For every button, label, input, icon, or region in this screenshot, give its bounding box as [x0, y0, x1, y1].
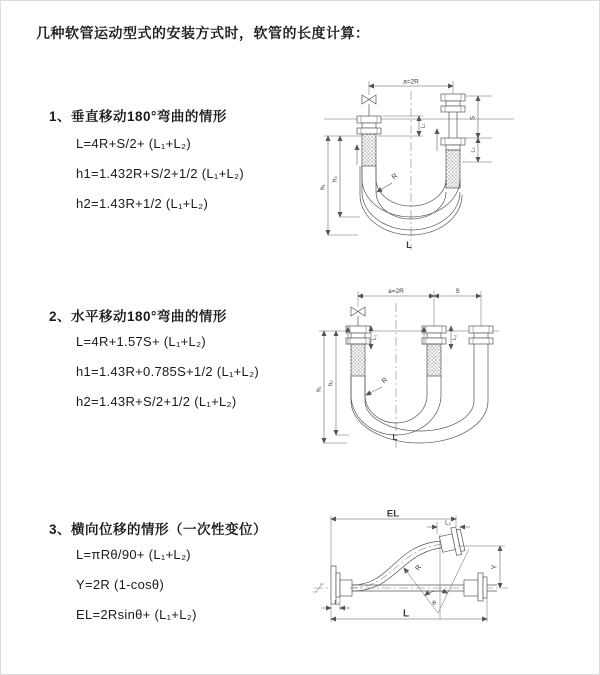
valve-icon — [362, 95, 376, 116]
diagram-vertical-bend — [316, 67, 600, 263]
radius-callout — [377, 173, 399, 192]
height-dimensions — [317, 331, 350, 443]
section3-formula-el: EL=2Rsinθ+ (L₁+L₂) — [76, 607, 197, 622]
dim-label-s: S — [455, 288, 460, 295]
radius-label: R — [380, 376, 390, 386]
upper-flange — [438, 526, 465, 558]
s-curve-hose — [350, 541, 448, 591]
left-pipe-flange — [346, 326, 370, 376]
dim-label-l1: L₁ — [334, 600, 340, 607]
dim-label-l2: L₂ — [445, 520, 451, 527]
left-pipe-flange — [357, 116, 381, 166]
l2-dimension — [427, 521, 470, 535]
dim-label-s: S — [469, 115, 477, 121]
height-dimensions — [321, 136, 363, 235]
section1-title: 1、垂直移动180°弯曲的情形 — [49, 109, 227, 124]
right-pipe-flange — [469, 326, 493, 344]
dim-label-el: EL — [386, 508, 400, 520]
section1-formula-h2: h2=1.43R+1/2 (L₁+L₂) — [76, 196, 209, 211]
dim-label-h1: h₁ — [320, 184, 327, 190]
centerlines — [316, 303, 499, 449]
middle-pipe-flange — [422, 326, 446, 376]
hose-arcs — [351, 344, 488, 443]
dim-label-h2: h₂ — [328, 380, 335, 386]
dim-label-l1: L₁ — [420, 123, 427, 129]
section3-title: 3、横向位移的情形（一次性变位） — [49, 522, 268, 537]
right-pipe-flanges — [441, 94, 465, 188]
section2-formula-h2: h2=1.43R+S/2+1/2 (L₁+L₂) — [76, 394, 237, 409]
section3-formula-l: L=πRθ/90+ (L₁+L₂) — [76, 547, 191, 562]
dim-label-y: Y — [491, 564, 499, 570]
radius-label: R — [390, 172, 400, 182]
length-label: L — [406, 240, 412, 250]
l-dimension — [331, 598, 487, 622]
section2-title: 2、水平移动180°弯曲的情形 — [49, 309, 227, 324]
dim-label-l2: L₂ — [452, 334, 458, 341]
section2-formula-l: L=4R+1.57S+ (L₁+L₂) — [76, 334, 207, 349]
diagram-horizontal-bend — [313, 283, 600, 456]
diagram-lateral-displacement — [306, 506, 596, 661]
travel-dimensions — [462, 96, 492, 162]
dim-label-a2r: a=2R — [388, 288, 404, 295]
radius-label: R — [414, 563, 424, 573]
radius-callout — [366, 377, 389, 395]
centerlines — [324, 91, 514, 250]
theta-label: θ — [432, 600, 436, 607]
dim-label-a2r: a=2R — [403, 78, 419, 86]
dim-label-h1: h₁ — [316, 386, 323, 392]
section2-formula-h1: h1=1.43R+0.785S+1/2 (L₁+L₂) — [76, 364, 260, 379]
valve-icon — [351, 307, 365, 326]
section1-formula-l: L=4R+S/2+ (L₁+L₂) — [76, 136, 191, 151]
top-dimensions — [358, 288, 481, 326]
page-title: 几种软管运动型式的安装方式时，软管的长度计算： — [36, 25, 370, 41]
el-dimension — [331, 509, 456, 567]
dim-label-l2: L₂ — [470, 147, 477, 153]
section1-formula-h1: h1=1.432R+S/2+1/2 (L₁+L₂) — [76, 166, 244, 181]
left-flange — [331, 566, 352, 604]
dim-label-l1: L₁ — [372, 335, 378, 340]
section3-formula-y: Y=2R (1-cosθ) — [76, 577, 165, 592]
dim-label-h2: h₂ — [332, 176, 339, 182]
dim-label-l: L — [402, 608, 410, 620]
length-label: L — [392, 433, 398, 442]
